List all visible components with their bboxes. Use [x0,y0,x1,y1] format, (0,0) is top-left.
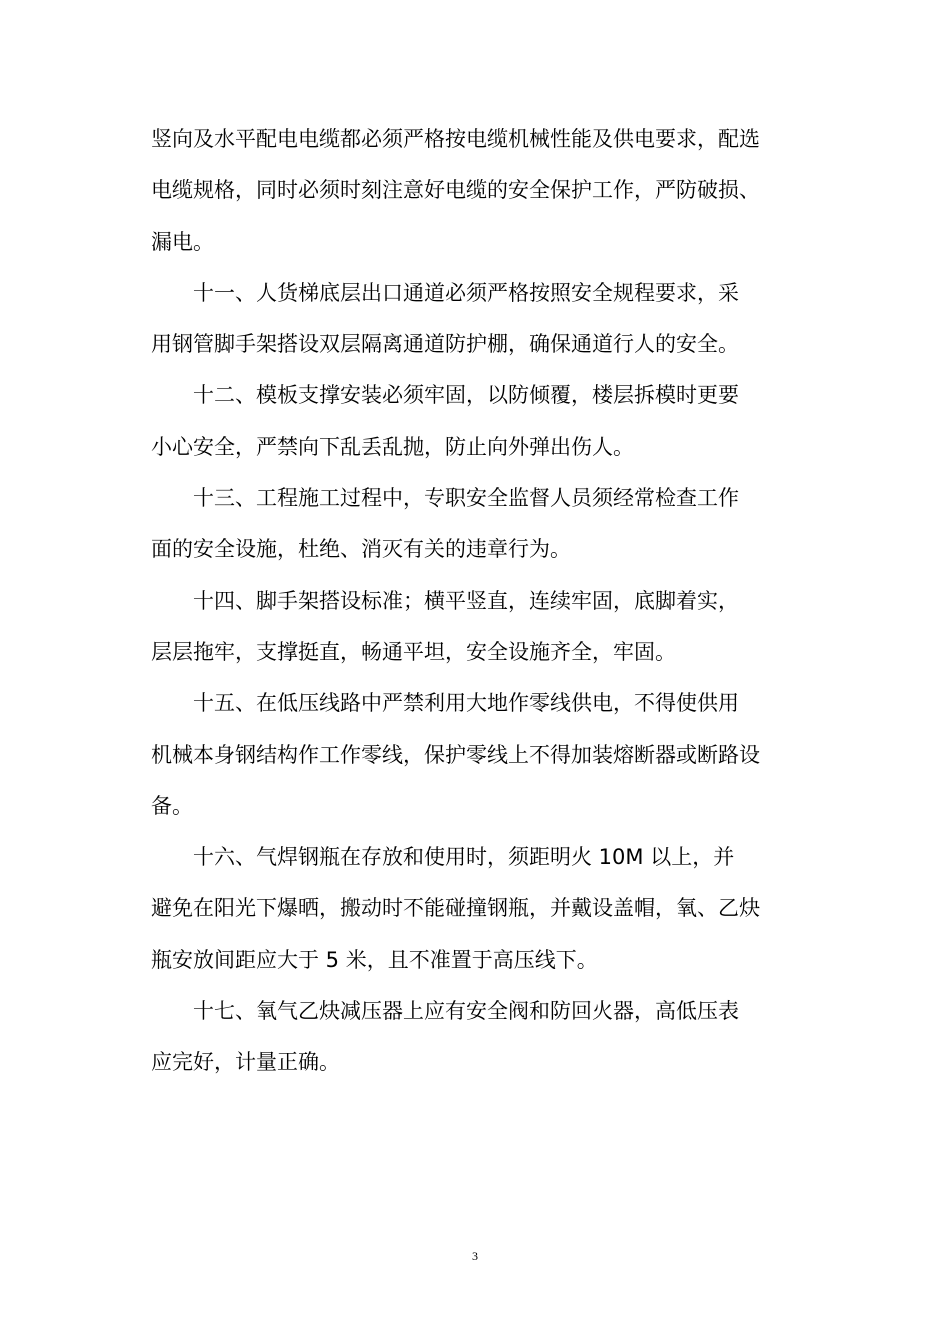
text-line: 十五、在低压线路中严禁利用大地作零线供电，不得使供用 [193,691,739,716]
text-line: 竖向及水平配电电缆都必须严格按电缆机械性能及供电要求，配选 [151,127,760,151]
paragraph-item-11 [151,268,811,371]
text-line: 十四、脚手架搭设标准；横平竖直，连续牢固，底脚着实， [193,588,739,613]
paragraph-item-16 [151,832,811,986]
text-line: 应完好，计量正确。 [151,1050,340,1075]
paragraph-item-17 [151,986,811,1089]
paragraph-item-12 [151,370,811,473]
text-line: 电缆规格，同时必须时刻注意好电缆的安全保护工作，严防破损、 [151,178,760,203]
text-line: 十三、工程施工过程中，专职安全监督人员须经常检查工作 [193,486,739,511]
text-line: 十二、模板支撑安装必须牢固，以防倾覆，楼层拆模时更要 [193,383,739,408]
text-line: 面的安全设施，杜绝、消灭有关的违章行为。 [151,537,571,562]
text-line: 层层拖牢，支撑挺直，畅通平坦，安全设施齐全，牢固。 [151,639,676,664]
text-line: 十一、人货梯底层出口通道必须严格按照安全规程要求，采 [193,280,739,305]
page-number: 3 [472,1249,478,1263]
text-line: 避免在阳光下爆晒，搬动时不能碰撞钢瓶，并戴设盖帽，氧、乙炔 [151,896,760,921]
text-line: 十七、氧气乙炔减压器上应有安全阀和防回火器，高低压表 [193,999,739,1024]
text-line: 瓶安放间距应大于 5 米，且不准置于高压线下。 [151,947,598,972]
text-line: 十六、气焊钢瓶在存放和使用时，须距明火 10M 以上，并 [193,845,735,870]
paragraph-item-15 [151,678,811,832]
text-line: 漏电。 [151,229,214,254]
text-line: 小心安全，严禁向下乱丢乱抛，防止向外弹出伤人。 [151,434,634,459]
text-line: 用钢管脚手架搭设双层隔离通道防护棚，确保通道行人的安全。 [151,332,739,357]
paragraph-item-14 [151,576,811,679]
text-line: 备。 [151,793,193,818]
text-line: 机械本身钢结构作工作零线，保护零线上不得加装熔断器或断路设 [151,742,760,767]
paragraph-item-13 [151,473,811,576]
paragraph-cable-requirements [151,114,811,268]
body-text [151,114,811,1089]
